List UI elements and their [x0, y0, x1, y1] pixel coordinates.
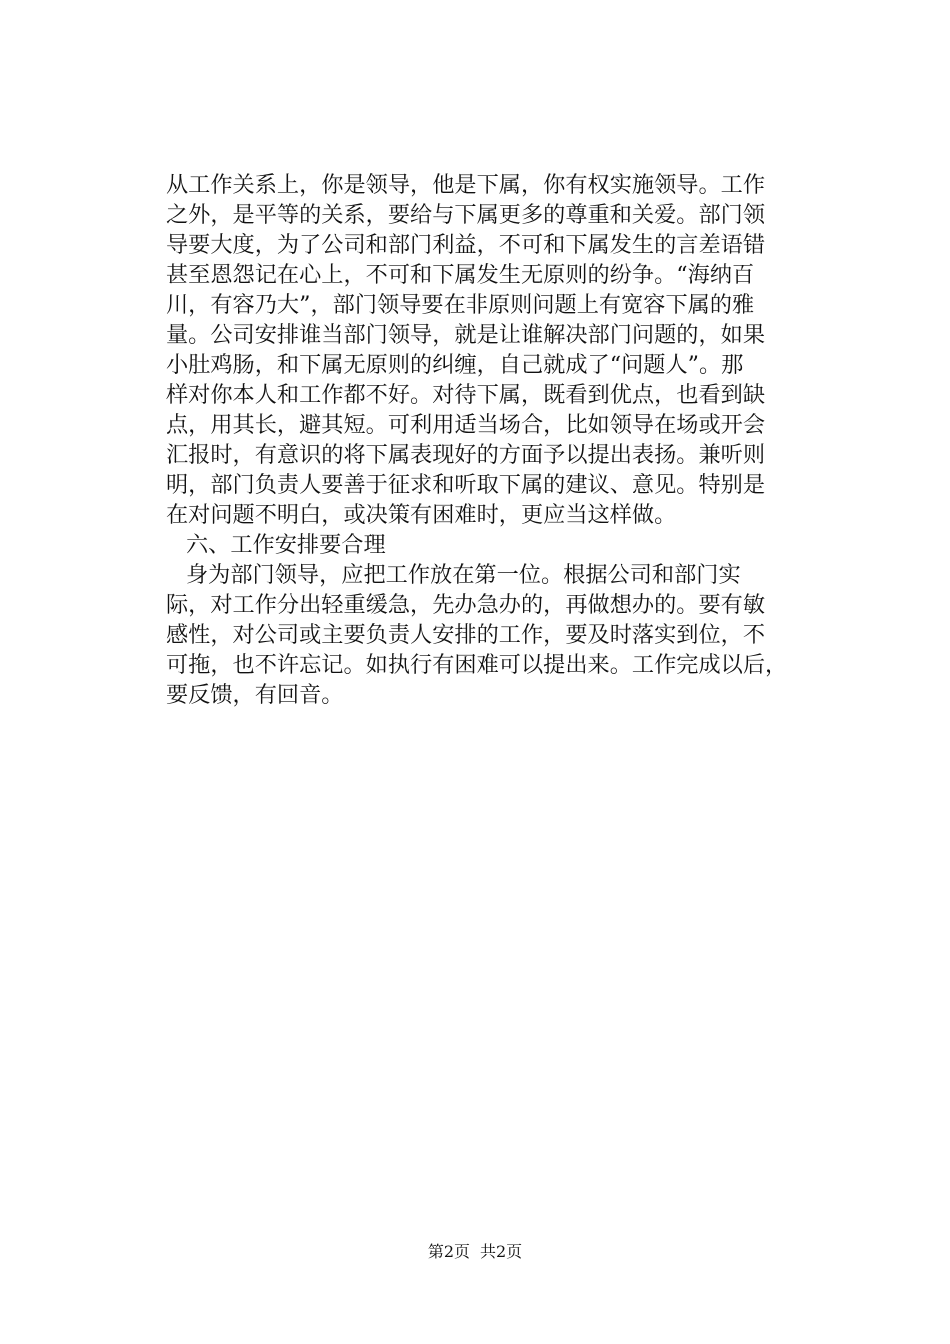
paragraph-line: 小肚鸡肠，和下属无原则的纠缠，自己就成了“问题人”。那 [166, 352, 744, 378]
paragraph-line: 明，部门负责人要善于征求和听取下属的建议、意见。特别是 [166, 472, 766, 498]
page-number-current: 第2页 [427, 1242, 470, 1261]
paragraph-line: 际，对工作分出轻重缓急，先办急办的，再做想办的。要有敏 [166, 592, 766, 618]
paragraph-line: 导要大度，为了公司和部门利益，不可和下属发生的言差语错 [166, 232, 766, 258]
paragraph-line: 川，有容乃大”，部门领导要在非原则问题上有宽容下属的雅 [166, 292, 755, 318]
page-number-total: 共2页 [480, 1242, 523, 1261]
paragraph-line: 样对你本人和工作都不好。对待下属，既看到优点，也看到缺 [166, 382, 766, 408]
paragraph-line: 感性，对公司或主要负责人安排的工作，要及时落实到位，不 [166, 622, 766, 648]
paragraph-line: 从工作关系上，你是领导，他是下属，你有权实施领导。工作 [166, 172, 766, 198]
document-body [166, 170, 838, 710]
paragraph-line: 量。公司安排谁当部门领导，就是让谁解决部门问题的，如果 [166, 322, 766, 348]
paragraph-line: 要反馈，有回音。 [166, 682, 344, 708]
paragraph-line: 可拖，也不许忘记。如执行有困难可以提出来。工作完成以后， [166, 652, 788, 678]
paragraph-line: 之外，是平等的关系，要给与下属更多的尊重和关爱。部门领 [166, 202, 766, 228]
paragraph-line: 在对问题不明白，或决策有困难时，更应当这样做。 [166, 502, 677, 528]
section-heading: 六、工作安排要合理 [186, 532, 386, 558]
paragraph-line: 汇报时，有意识的将下属表现好的方面予以提出表扬。兼听则 [166, 442, 766, 468]
paragraph-line: 身为部门领导，应把工作放在第一位。根据公司和部门实 [186, 562, 741, 588]
paragraph-line: 甚至恩怨记在心上，不可和下属发生无原则的纷争。“海纳百 [166, 262, 755, 288]
page-footer [0, 1242, 950, 1262]
paragraph-line: 点，用其长，避其短。可利用适当场合，比如领导在场或开会 [166, 412, 766, 438]
